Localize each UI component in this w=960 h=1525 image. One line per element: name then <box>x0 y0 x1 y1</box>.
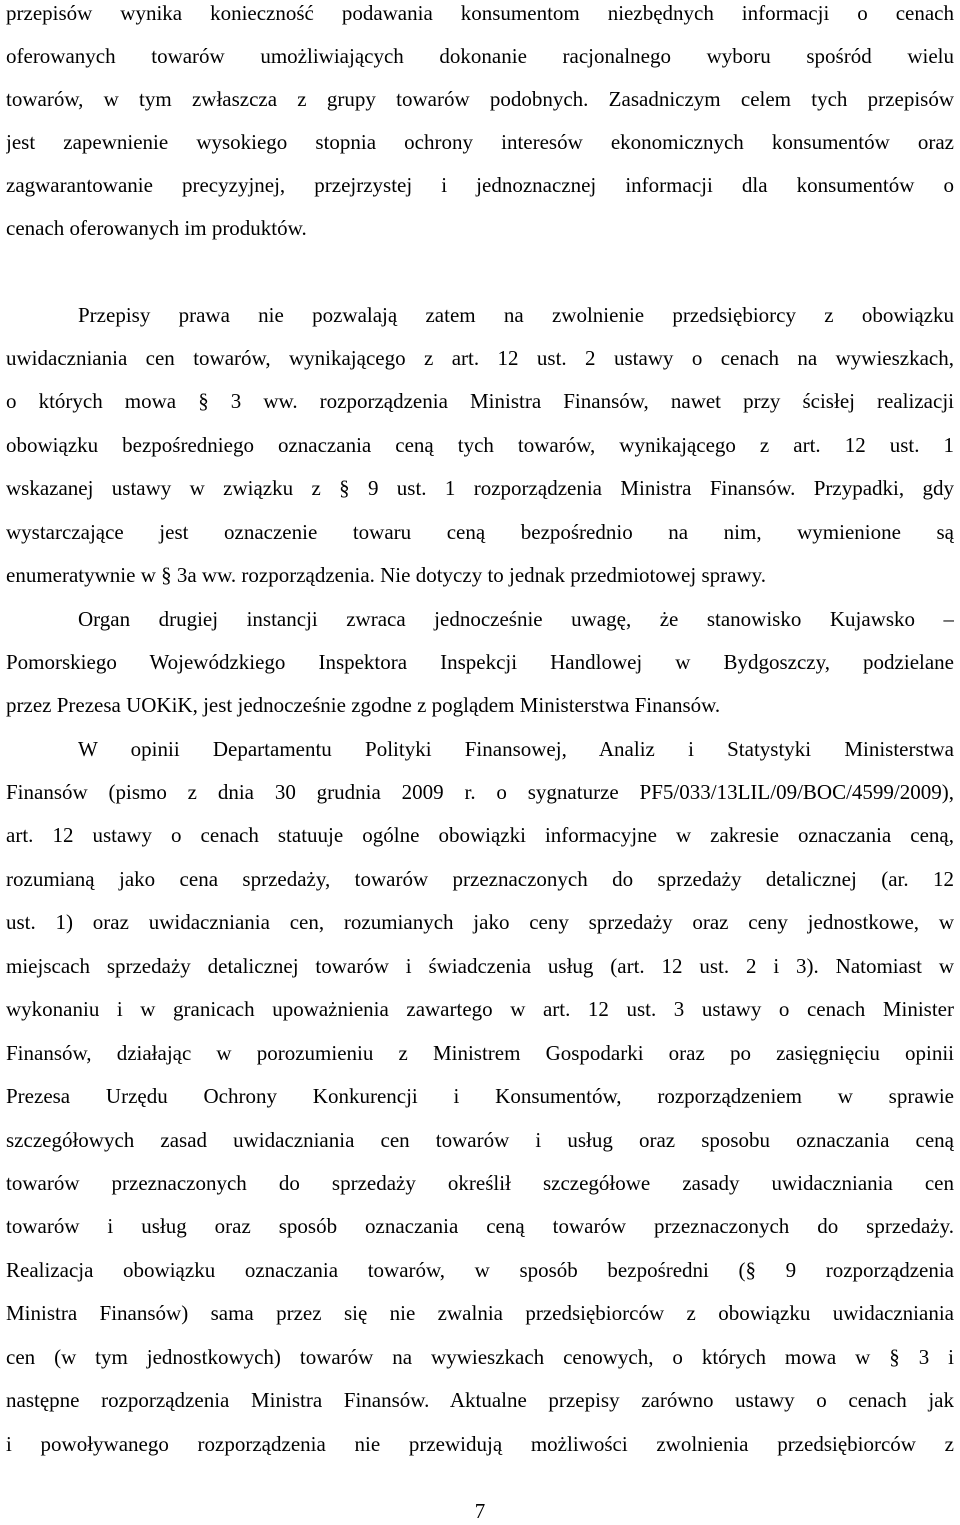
text-line: Prezesa Urzędu Ochrony Konkurencji i Konsumentów, rozporządzeniem w sprawie <box>6 1084 954 1108</box>
text-line: towarów, w tym zwłaszcza z grupy towarów podobnych. Zasadniczym celem tych przepisów <box>6 87 954 111</box>
text-line: Pomorskiego Wojewódzkiego Inspektora Inspekcji Handlowej w Bydgoszczy, podzielane <box>6 650 954 674</box>
text-line: wskazanej ustawy w związku z § 9 ust. 1 rozporządzenia Ministra Finansów. Przypadki, gdy <box>6 476 954 500</box>
text-line: oferowanych towarów umożliwiających dokonanie racjonalnego wyboru spośród wielu <box>6 44 954 68</box>
text-line: cen (w tym jednostkowych) towarów na wywieszkach cenowych, o których mowa w § 3 i <box>6 1345 954 1369</box>
text-line: wykonaniu i w granicach upoważnienia zawartego w art. 12 ust. 3 ustawy o cenach Minister <box>6 997 954 1021</box>
text-line: art. 12 ustawy o cenach statuuje ogólne obowiązki informacyjne w zakresie oznaczania ceną, <box>6 823 954 847</box>
text-line: następne rozporządzenia Ministra Finansów. Aktualne przepisy zarówno ustawy o cenach jak <box>6 1388 954 1412</box>
text-line: jest zapewnienie wysokiego stopnia ochrony interesów ekonomicznych konsumentów oraz <box>6 130 954 154</box>
text-line: wystarczające jest oznaczenie towaru ceną bezpośrednio na nim, wymienione są <box>6 520 954 544</box>
text-line: Finansów (pismo z dnia 30 grudnia 2009 r. o sygnaturze PF5/033/13LIL/09/BOC/4599/2009), <box>6 780 954 804</box>
text-line: miejscach sprzedaży detalicznej towarów i świadczenia usług (art. 12 ust. 2 i 3). Natomiast w <box>6 954 954 978</box>
text-line: rozumianą jako cena sprzedaży, towarów przeznaczonych do sprzedaży detalicznej (ar. 12 <box>6 867 954 891</box>
page-number: 7 <box>474 1499 486 1523</box>
text-line: towarów i usług oraz sposób oznaczania ceną towarów przeznaczonych do sprzedaży. <box>6 1214 954 1238</box>
text-line: zagwarantowanie precyzyjnej, przejrzystej i jednoznacznej informacji dla konsumentów o <box>6 173 954 197</box>
text-line: cenach oferowanych im produktów. <box>6 216 307 240</box>
text-line: Finansów, działając w porozumieniu z Ministrem Gospodarki oraz po zasięgnięciu opinii <box>6 1041 954 1065</box>
text-line: przepisów wynika konieczność podawania konsumentom niezbędnych informacji o cenach <box>6 1 954 25</box>
text-line: uwidaczniania cen towarów, wynikającego z art. 12 ust. 2 ustawy o cenach na wywieszkach, <box>6 346 954 370</box>
text-line: przez Prezesa UOKiK, jest jednocześnie zgodne z poglądem Ministerstwa Finansów. <box>6 693 721 717</box>
text-line: obowiązku bezpośredniego oznaczania ceną tych towarów, wynikającego z art. 12 ust. 1 <box>6 433 954 457</box>
text-line: Przepisy prawa nie pozwalają zatem na zwolnienie przedsiębiorcy z obowiązku <box>78 303 954 327</box>
text-line: i powoływanego rozporządzenia nie przewidują możliwości zwolnienia przedsiębiorców z <box>6 1432 954 1456</box>
text-line: Ministra Finansów) sama przez się nie zwalnia przedsiębiorców z obowiązku uwidaczniania <box>6 1301 954 1325</box>
text-line: towarów przeznaczonych do sprzedaży określił szczegółowe zasady uwidaczniania cen <box>6 1171 954 1195</box>
text-line: enumeratywnie w § 3a ww. rozporządzenia. Nie dotyczy to jednak przedmiotowej sprawy. <box>6 563 766 587</box>
text-line: szczegółowych zasad uwidaczniania cen towarów i usług oraz sposobu oznaczania ceną <box>6 1128 954 1152</box>
text-line: Organ drugiej instancji zwraca jednocześnie uwagę, że stanowisko Kujawsko – <box>78 607 954 631</box>
text-line: o których mowa § 3 ww. rozporządzenia Ministra Finansów, nawet przy ścisłej realizacji <box>6 389 954 413</box>
text-line: W opinii Departamentu Polityki Finansowej, Analiz i Statystyki Ministerstwa <box>78 737 954 761</box>
text-line: Realizacja obowiązku oznaczania towarów, w sposób bezpośredni (§ 9 rozporządzenia <box>6 1258 954 1282</box>
text-line: ust. 1) oraz uwidaczniania cen, rozumianych jako ceny sprzedaży oraz ceny jednostkowe, w <box>6 910 954 934</box>
